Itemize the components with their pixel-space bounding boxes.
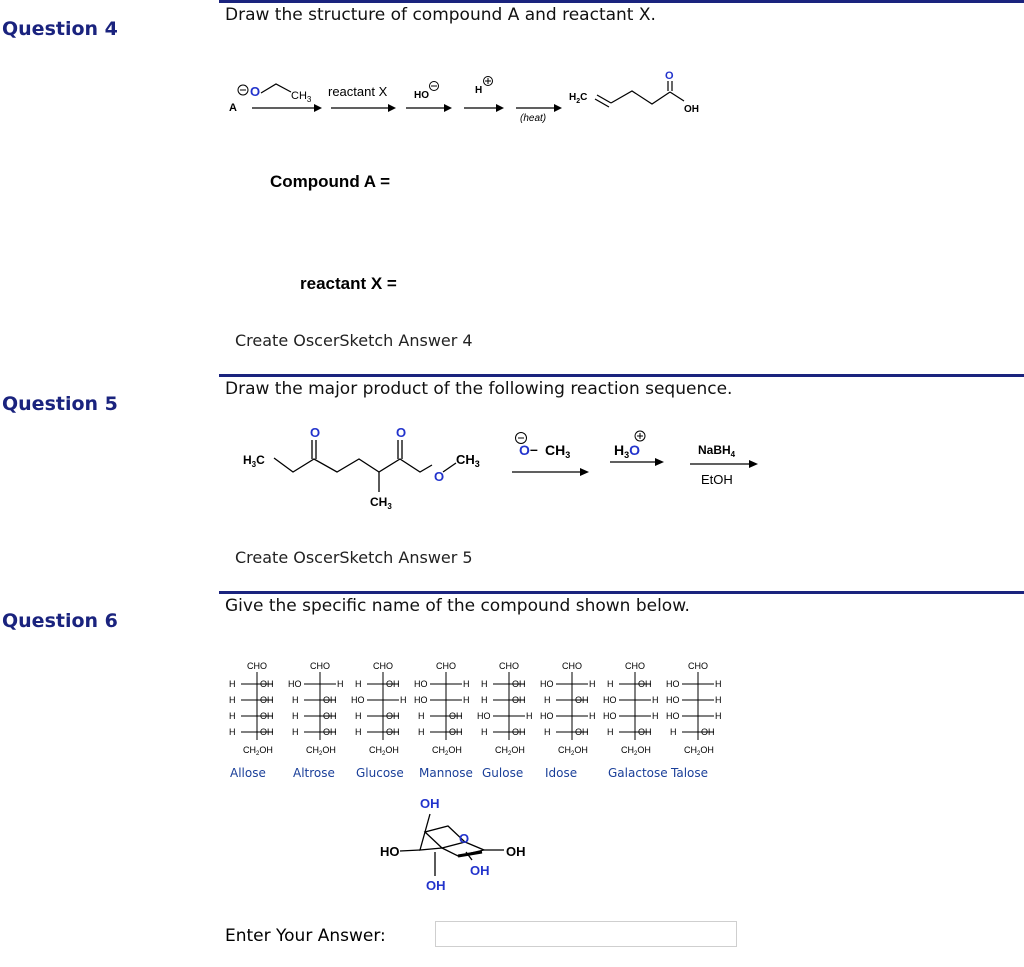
start-compound-a: A (229, 102, 237, 114)
fischer-h-left: H (355, 679, 362, 689)
fischer-oh-right: OH (386, 679, 400, 689)
question-4-label: Question 4 (2, 18, 118, 40)
fischer-h-left: H (229, 695, 236, 705)
fischer-oh-right: OH (512, 679, 526, 689)
fischer-oh-right: OH (260, 711, 274, 721)
fischer-h-right: H (400, 695, 407, 705)
methoxide-dash: – (530, 441, 538, 457)
question-6-rule (219, 591, 1024, 594)
question-6-label: Question 6 (2, 610, 118, 632)
ring-oxygen: O (459, 831, 470, 846)
question-4-reaction-scheme (0, 0, 1024, 150)
ch2oh-label: $CH_2OH$ (684, 745, 714, 757)
ch2oh-label: $CH_2OH$ (432, 745, 462, 757)
fischer-h-left: H (418, 711, 425, 721)
fischer-ho-left: HO (477, 711, 491, 721)
cho-label: CHO (247, 661, 267, 671)
fischer-h-right: H (337, 679, 344, 689)
fischer-oh-right: OH (323, 727, 337, 737)
product-hydroxyl: OH (684, 104, 699, 115)
product-h2c: $H_2C$ (569, 92, 588, 105)
ester-carbonyl-oxygen: O (396, 425, 407, 440)
pyranose-ring-structure (370, 790, 570, 900)
sugar-name-glucose: Glucose (356, 766, 404, 780)
fischer-oh-right: OH (260, 695, 274, 705)
ring-oh-mid: OH (470, 863, 490, 878)
fischer-h-right: H (715, 695, 722, 705)
fischer-h-left: H (355, 727, 362, 737)
fischer-h-left: H (670, 727, 677, 737)
question-5-reaction-scheme (0, 410, 1024, 550)
fischer-h-right: H (652, 695, 659, 705)
compound-a-label: Compound A = (270, 172, 391, 191)
question-5-rule (219, 374, 1024, 377)
fischer-h-left: H (544, 695, 551, 705)
fischer-h-left: H (544, 727, 551, 737)
ester-methyl: $CH_3$ (456, 452, 480, 469)
fischer-h-left: H (229, 727, 236, 737)
product-carbonyl-oxygen: O (665, 70, 674, 82)
fischer-oh-right: OH (323, 695, 337, 705)
fischer-h-right: H (463, 679, 470, 689)
question-6-prompt: Give the specific name of the compound shown below. (225, 596, 690, 616)
fischer-ho-left: HO (666, 695, 680, 705)
heat-label: (heat) (520, 113, 547, 124)
fischer-oh-right: OH (575, 727, 589, 737)
fischer-oh-right: OH (323, 711, 337, 721)
fischer-h-left: H (481, 695, 488, 705)
fischer-ho-left: HO (288, 679, 302, 689)
ch2oh-label: $CH_2OH$ (243, 745, 273, 757)
fischer-ho-left: HO (666, 711, 680, 721)
fischer-ho-left: HO (414, 679, 428, 689)
fischer-h-left: H (292, 695, 299, 705)
cho-label: CHO (625, 661, 645, 671)
fischer-oh-right: OH (449, 711, 463, 721)
reagent3-label: HO (414, 90, 429, 101)
methoxide-oxygen: O (519, 442, 530, 458)
methyl-branch: $CH_3$ (370, 495, 392, 511)
fischer-oh-right: OH (260, 679, 274, 689)
fischer-h-left: H (229, 679, 236, 689)
fischer-oh-right: OH (638, 679, 652, 689)
reagent1-oxygen: O (250, 84, 261, 99)
fischer-h-right: H (589, 711, 596, 721)
sugar-name-talose: Talose (671, 766, 709, 780)
fischer-h-left: H (229, 711, 236, 721)
ring-oh-bottom: OH (426, 878, 446, 893)
ch2oh-label: $CH_2OH$ (306, 745, 336, 757)
fischer-ho-left: HO (414, 695, 428, 705)
methoxide-methyl: $CH_3$ (545, 442, 571, 460)
fischer-oh-right: OH (449, 727, 463, 737)
answer-input[interactable] (435, 921, 737, 947)
ring-oh-top: OH (420, 796, 440, 811)
reagent2-label: reactant X (328, 84, 388, 99)
fischer-projection-chart (222, 658, 722, 788)
cho-label: CHO (310, 661, 330, 671)
reactant-x-label: reactant X = (300, 274, 397, 293)
cho-label: CHO (688, 661, 708, 671)
fischer-h-left: H (418, 727, 425, 737)
etoh-label: EtOH (701, 472, 733, 487)
fischer-h-left: H (292, 727, 299, 737)
fischer-h-left: H (292, 711, 299, 721)
fischer-oh-right: OH (386, 711, 400, 721)
cho-label: CHO (373, 661, 393, 671)
hydronium-label: $H_3O$ (614, 442, 641, 460)
question-4-prompt: Draw the structure of compound A and reactant X. (225, 5, 656, 25)
fischer-h-right: H (715, 679, 722, 689)
fischer-h-left: H (481, 727, 488, 737)
fischer-h-right: H (652, 711, 659, 721)
cho-label: CHO (499, 661, 519, 671)
fischer-oh-right: OH (260, 727, 274, 737)
ring-ho-left: HO (380, 844, 400, 859)
fischer-ho-left: HO (603, 711, 617, 721)
fischer-oh-right: OH (701, 727, 715, 737)
fischer-ho-left: HO (603, 695, 617, 705)
question-5-label: Question 5 (2, 393, 118, 415)
fischer-ho-left: HO (351, 695, 365, 705)
fischer-oh-right: OH (512, 727, 526, 737)
nabh4-label: NaBH$_4$ (698, 443, 736, 459)
question-5-prompt: Draw the major product of the following reaction sequence. (225, 379, 733, 399)
fischer-h-left: H (355, 711, 362, 721)
cho-label: CHO (436, 661, 456, 671)
ch2oh-label: $CH_2OH$ (558, 745, 588, 757)
sugar-name-galactose: Galactose (608, 766, 668, 780)
sugar-name-altrose: Altrose (293, 766, 335, 780)
fischer-h-left: H (607, 727, 614, 737)
fischer-h-right: H (526, 711, 533, 721)
ester-oxygen: O (434, 469, 445, 484)
answer-label: Enter Your Answer: (225, 926, 386, 946)
fischer-h-right: H (715, 711, 722, 721)
fischer-ho-left: HO (666, 679, 680, 689)
sugar-name-allose: Allose (230, 766, 266, 780)
fischer-oh-right: OH (386, 727, 400, 737)
create-sketch-answer-5-link[interactable]: Create OscerSketch Answer 5 (235, 548, 473, 567)
fischer-h-left: H (481, 679, 488, 689)
fischer-oh-right: OH (575, 695, 589, 705)
ch2oh-label: $CH_2OH$ (495, 745, 525, 757)
fischer-ho-left: HO (540, 711, 554, 721)
h3c-label: $H_3C$ (243, 453, 265, 469)
fischer-ho-left: HO (540, 679, 554, 689)
reagent4-label: H (475, 85, 483, 96)
fischer-h-left: H (607, 679, 614, 689)
ch2oh-label: $CH_2OH$ (369, 745, 399, 757)
sugar-name-gulose: Gulose (482, 766, 524, 780)
create-sketch-answer-4-link[interactable]: Create OscerSketch Answer 4 (235, 331, 473, 350)
fischer-oh-right: OH (638, 727, 652, 737)
fischer-h-right: H (463, 695, 470, 705)
cho-label: CHO (562, 661, 582, 671)
ketone-oxygen: O (310, 425, 321, 440)
ring-oh-right: OH (506, 844, 526, 859)
sugar-name-mannose: Mannose (419, 766, 473, 780)
ch2oh-label: $CH_2OH$ (621, 745, 651, 757)
reagent1-methyl: $CH_3$ (291, 90, 312, 104)
fischer-oh-right: OH (512, 695, 526, 705)
sugar-name-idose: Idose (545, 766, 578, 780)
fischer-h-right: H (589, 679, 596, 689)
